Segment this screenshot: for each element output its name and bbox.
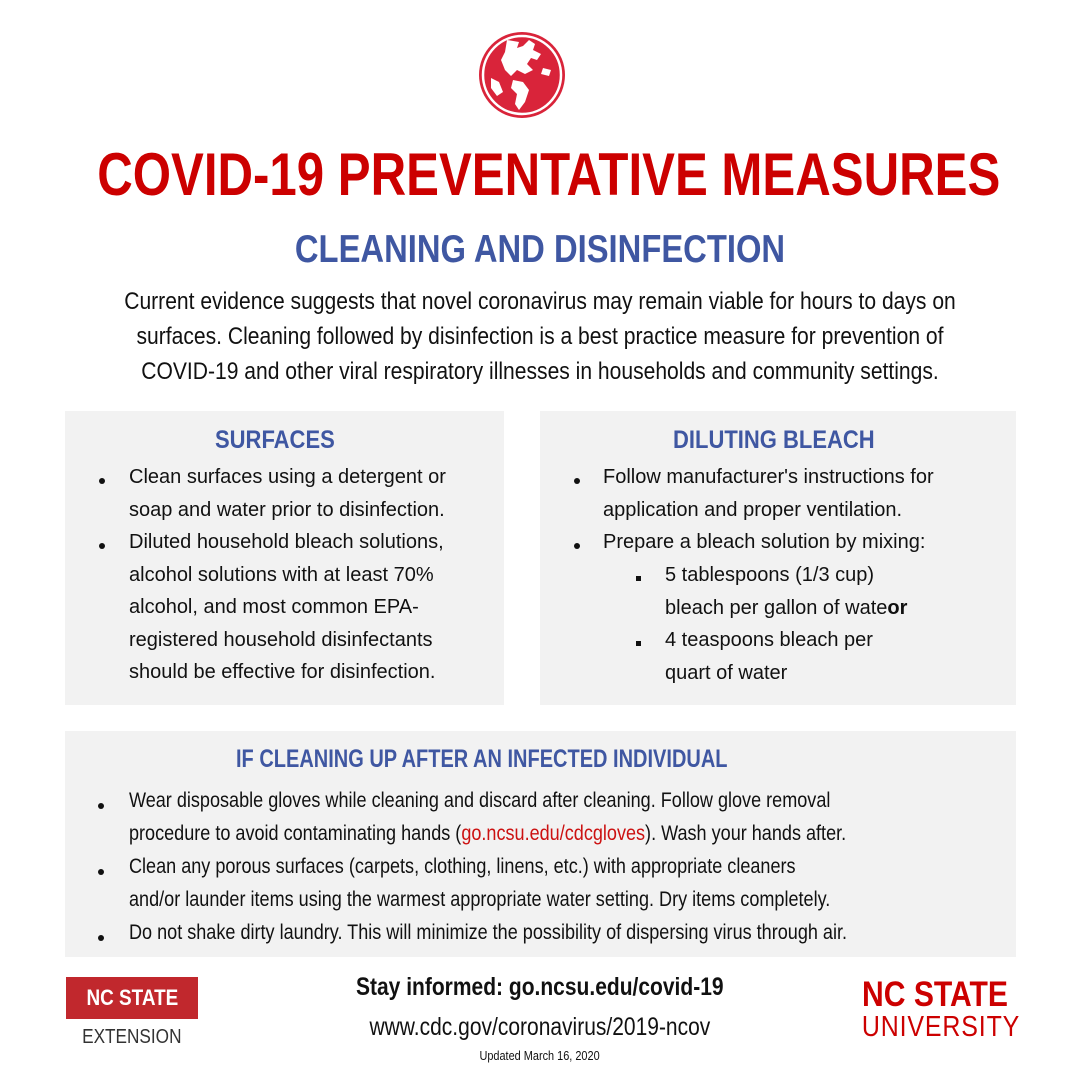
extension-label: EXTENSION — [82, 1026, 182, 1048]
globe-icon — [477, 30, 567, 120]
nc-state-university-logo: NC STATE UNIVERSITY — [861, 975, 1021, 1043]
bullet-icon — [99, 543, 105, 549]
infected-bullet-3: Do not shake dirty laundry. This will minimize the possibility of dispersing virus through air. — [129, 921, 848, 944]
infected-bullet-2-line-1: Clean any porous surfaces (carpets, clothing, linens, etc.) with appropriate cleaners — [129, 855, 796, 878]
nc-state-extension-logo: NC STATE — [66, 977, 198, 1019]
infected-bullet-1-line-2: procedure to avoid contaminating hands (go.ncsu.edu/cdcgloves). Wash your hands after. — [129, 822, 847, 845]
bleach-bullet-1: Follow manufacturer's instructions for application and proper ventilation. — [603, 466, 934, 521]
infected-individual-panel — [65, 731, 1016, 957]
infected-bullet-2-line-2: and/or launder items using the warmest appropriate water setting. Dry items completely. — [129, 888, 831, 911]
bullet-icon — [98, 803, 104, 809]
surfaces-bullet-2: Diluted household bleach solutions, alcohol solutions with at least 70% alcohol, and most common EPA- registered household disinfectants should be effective for disinfection. — [129, 531, 444, 683]
surfaces-heading: SURFACES — [215, 426, 335, 454]
intro-line: Current evidence suggests that novel coronavirus may remain viable for hours to days on — [124, 288, 956, 315]
cdc-link[interactable]: www.cdc.gov/coronavirus/2019-ncov — [369, 1013, 711, 1041]
surfaces-bullet-1: Clean surfaces using a detergent or soap and water prior to disinfection. — [129, 466, 446, 521]
infected-bullet-1-line-1: Wear disposable gloves while cleaning and discard after cleaning. Follow glove removal — [129, 789, 831, 812]
page-subtitle: CLEANING AND DISINFECTION — [294, 228, 786, 271]
intro-line: surfaces. Cleaning followed by disinfection is a best practice measure for prevention of — [136, 323, 944, 350]
bleach-sub-bullet-1: 5 tablespoons (1/3 cup) bleach per gallon of wateor — [665, 564, 908, 619]
intro-paragraph — [40, 284, 1040, 389]
surfaces-panel — [65, 411, 504, 705]
bullet-icon — [574, 543, 580, 549]
infected-heading: IF CLEANING UP AFTER AN INFECTED INDIVIDUAL — [236, 745, 728, 773]
square-bullet-icon — [636, 641, 641, 646]
cdc-gloves-link[interactable]: go.ncsu.edu/cdcgloves — [461, 822, 646, 845]
bleach-sub-bullet-2: 4 teaspoons bleach per quart of water — [665, 629, 873, 684]
bullet-icon — [98, 935, 104, 941]
bullet-icon — [98, 869, 104, 875]
bullet-icon — [99, 478, 105, 484]
bullet-icon — [574, 478, 580, 484]
bleach-panel — [540, 411, 1016, 705]
intro-line: COVID-19 and other viral respiratory illnesses in households and community settings. — [141, 358, 939, 385]
stay-informed-link[interactable]: Stay informed: go.ncsu.edu/covid-19 — [356, 973, 724, 1001]
page-title: COVID-19 PREVENTATIVE MEASURES — [97, 141, 1001, 208]
updated-date: Updated March 16, 2020 — [479, 1048, 601, 1063]
square-bullet-icon — [636, 576, 641, 581]
bleach-heading: DILUTING BLEACH — [673, 426, 875, 454]
bleach-bullet-2: Prepare a bleach solution by mixing: — [603, 531, 926, 553]
